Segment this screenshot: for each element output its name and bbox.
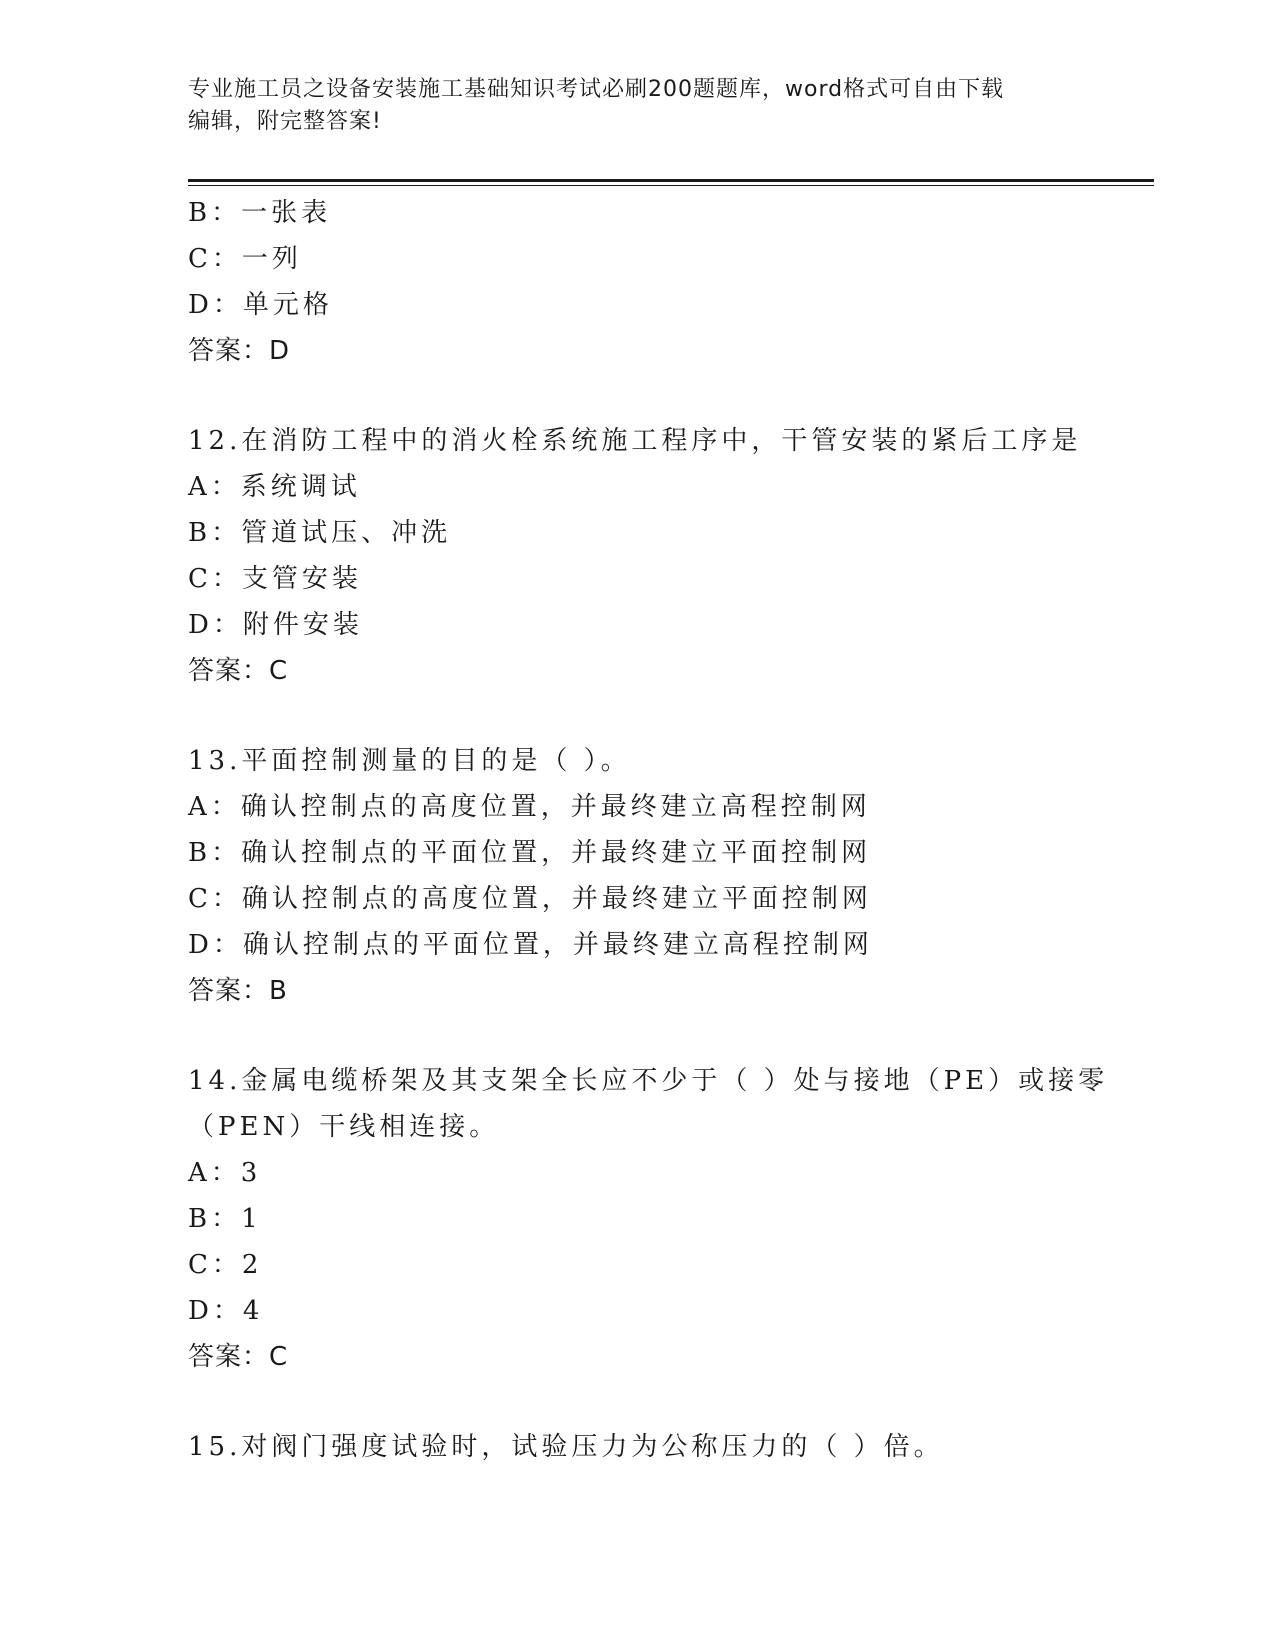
question-11-block bbox=[188, 190, 1088, 374]
header-title-line-1: 专业施工员之设备安装施工基础知识考试必刷200题题库，word格式可自由下载 bbox=[188, 77, 1005, 102]
answer-line: 答案：B bbox=[188, 976, 288, 1006]
header-title-line-2: 编辑，附完整答案! bbox=[188, 109, 382, 134]
question-text: 15.对阀门强度试验时，试验压力为公称压力的（ ）倍。 bbox=[188, 1432, 944, 1462]
question-13-block bbox=[188, 738, 1088, 1014]
option-b: B：确认控制点的平面位置，并最终建立平面控制网 bbox=[188, 838, 872, 868]
option-c: C：确认控制点的高度位置，并最终建立平面控制网 bbox=[188, 884, 872, 914]
option-d: D：附件安装 bbox=[188, 610, 363, 640]
option-d: D：单元格 bbox=[188, 290, 333, 320]
option-b: B：1 bbox=[188, 1204, 262, 1234]
header-rule-thin bbox=[188, 185, 1154, 186]
option-b: B：管道试压、冲洗 bbox=[188, 518, 452, 548]
option-c: C：一列 bbox=[188, 244, 302, 274]
question-15-block bbox=[188, 1424, 1088, 1470]
option-d: D：4 bbox=[188, 1296, 264, 1326]
question-14-block bbox=[188, 1058, 1109, 1380]
option-c: C：支管安装 bbox=[188, 564, 362, 594]
answer-line: 答案：C bbox=[188, 656, 289, 686]
question-12-block bbox=[188, 418, 1088, 694]
option-c: C：2 bbox=[188, 1250, 263, 1280]
answer-line: 答案：D bbox=[188, 336, 291, 366]
option-a: A：确认控制点的高度位置，并最终建立高程控制网 bbox=[188, 792, 871, 822]
answer-line: 答案：C bbox=[188, 1342, 289, 1372]
question-text: 13.平面控制测量的目的是（ ）。 bbox=[188, 746, 631, 776]
header-rule-thick bbox=[188, 179, 1154, 182]
option-a: A：系统调试 bbox=[188, 472, 361, 502]
option-b: B：一张表 bbox=[188, 198, 332, 228]
document-header bbox=[188, 74, 1088, 138]
option-a: A：3 bbox=[188, 1158, 262, 1188]
question-text-line-2: （PEN）干线相连接。 bbox=[188, 1112, 500, 1142]
document-body bbox=[188, 190, 1109, 1470]
question-text-line-1: 14.金属电缆桥架及其支架全长应不少于（ ）处与接地（PE）或接零 bbox=[188, 1066, 1109, 1096]
option-d: D：确认控制点的平面位置，并最终建立高程控制网 bbox=[188, 930, 873, 960]
question-text: 12.在消防工程中的消火栓系统施工程序中，干管安装的紧后工序是 bbox=[188, 426, 1082, 456]
